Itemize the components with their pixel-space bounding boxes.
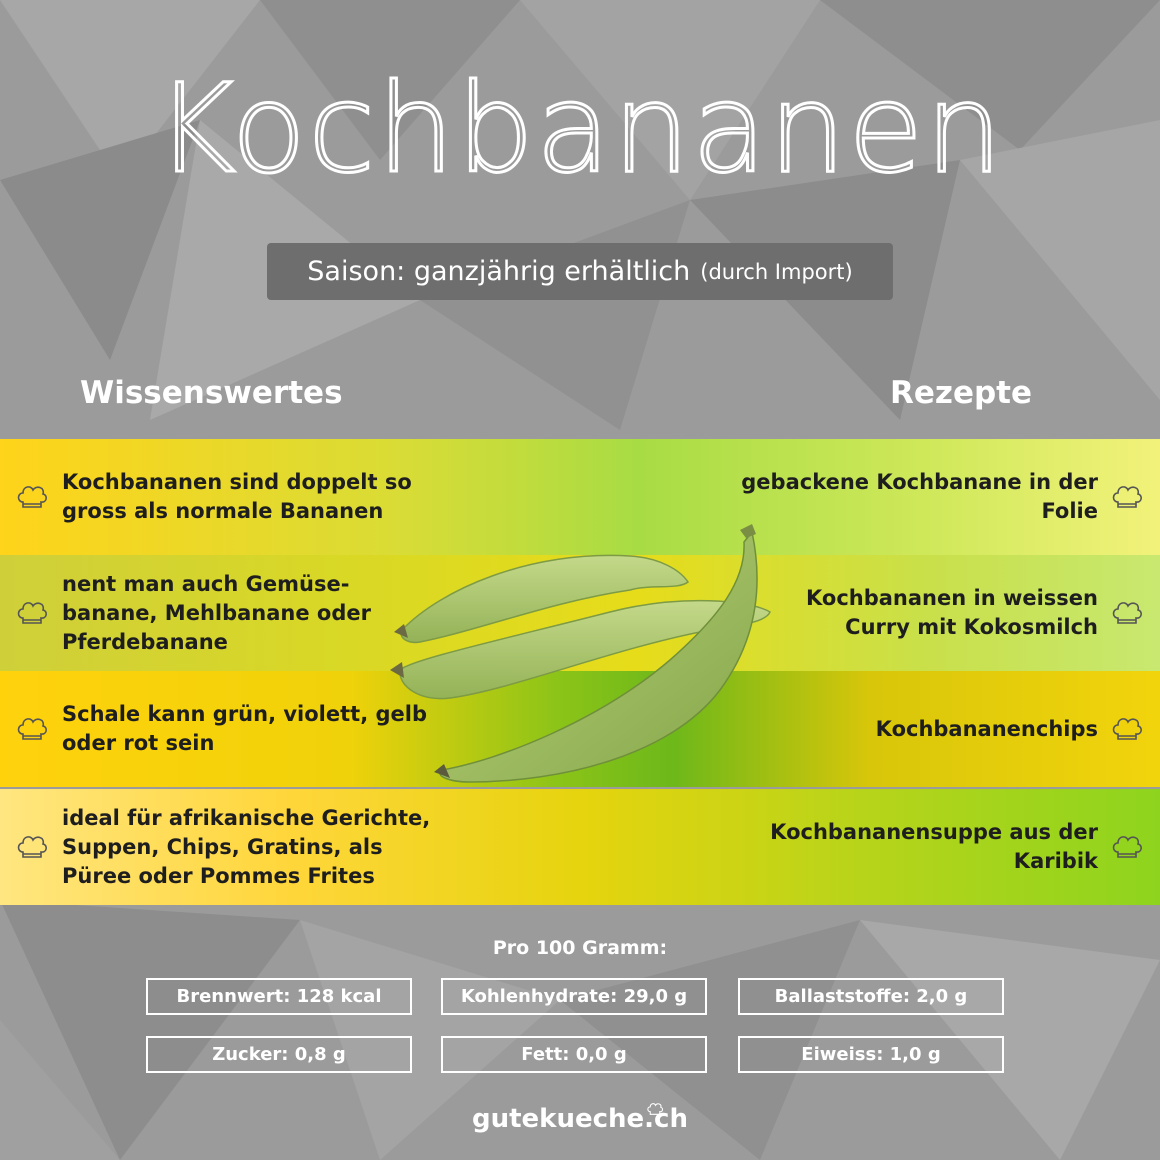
chef-hat-icon (15, 712, 49, 746)
nutrition-item: Kohlenhydrate: 29,0 g (441, 978, 707, 1015)
season-label: Saison: ganzjährig erhältlich (307, 256, 691, 287)
nutrition-item: Ballaststoffe: 2,0 g (738, 978, 1004, 1015)
chef-hat-icon (1110, 480, 1144, 514)
chef-hat-icon (1110, 596, 1144, 630)
nutrition-heading: Pro 100 Gramm: (492, 937, 668, 959)
fact-text: Kochbananen sind doppelt so gross als normale Bananen (62, 470, 412, 523)
chef-hat-icon (646, 1100, 664, 1118)
fact-text: nent man auch Gemüse-banane, Mehlbanane oder Pferdebanane (62, 571, 371, 654)
recipes-heading: Rezepte (890, 375, 1032, 411)
chef-hat-icon (15, 596, 49, 630)
nutrition-item: Zucker: 0,8 g (146, 1036, 412, 1073)
page-title: Kochbananen (155, 58, 1005, 200)
nutrition-item: Eiweiss: 1,0 g (738, 1036, 1004, 1073)
fact-text: Schale kann grün, violett, gelb oder rot sein (62, 702, 427, 755)
season-note: (durch Import) (700, 259, 853, 284)
recipe-link[interactable]: Kochbananenchips (875, 716, 1098, 741)
recipe-link[interactable]: gebackene Kochbanane in der Folie (741, 470, 1098, 523)
info-row (0, 789, 1160, 905)
chef-hat-icon (15, 830, 49, 864)
fact-text: ideal für afrikanische Gerichte, Suppen, Chips, Gratins, als Püree oder Pommes Frites (62, 805, 431, 888)
chef-hat-icon (1110, 830, 1144, 864)
plantain-image (380, 520, 800, 800)
chef-hat-icon (1110, 712, 1144, 746)
season-badge (267, 243, 893, 300)
facts-heading: Wissenswertes (80, 375, 343, 411)
nutrition-item: Fett: 0,0 g (441, 1036, 707, 1073)
recipe-link[interactable]: Kochbananen in weissen Curry mit Kokosmilch (805, 586, 1098, 639)
recipe-link[interactable]: Kochbananensuppe aus der Karibik (770, 820, 1098, 873)
chef-hat-icon (15, 480, 49, 514)
footer-brand[interactable]: gutekueche.ch (472, 1104, 688, 1134)
nutrition-item: Brennwert: 128 kcal (146, 978, 412, 1015)
